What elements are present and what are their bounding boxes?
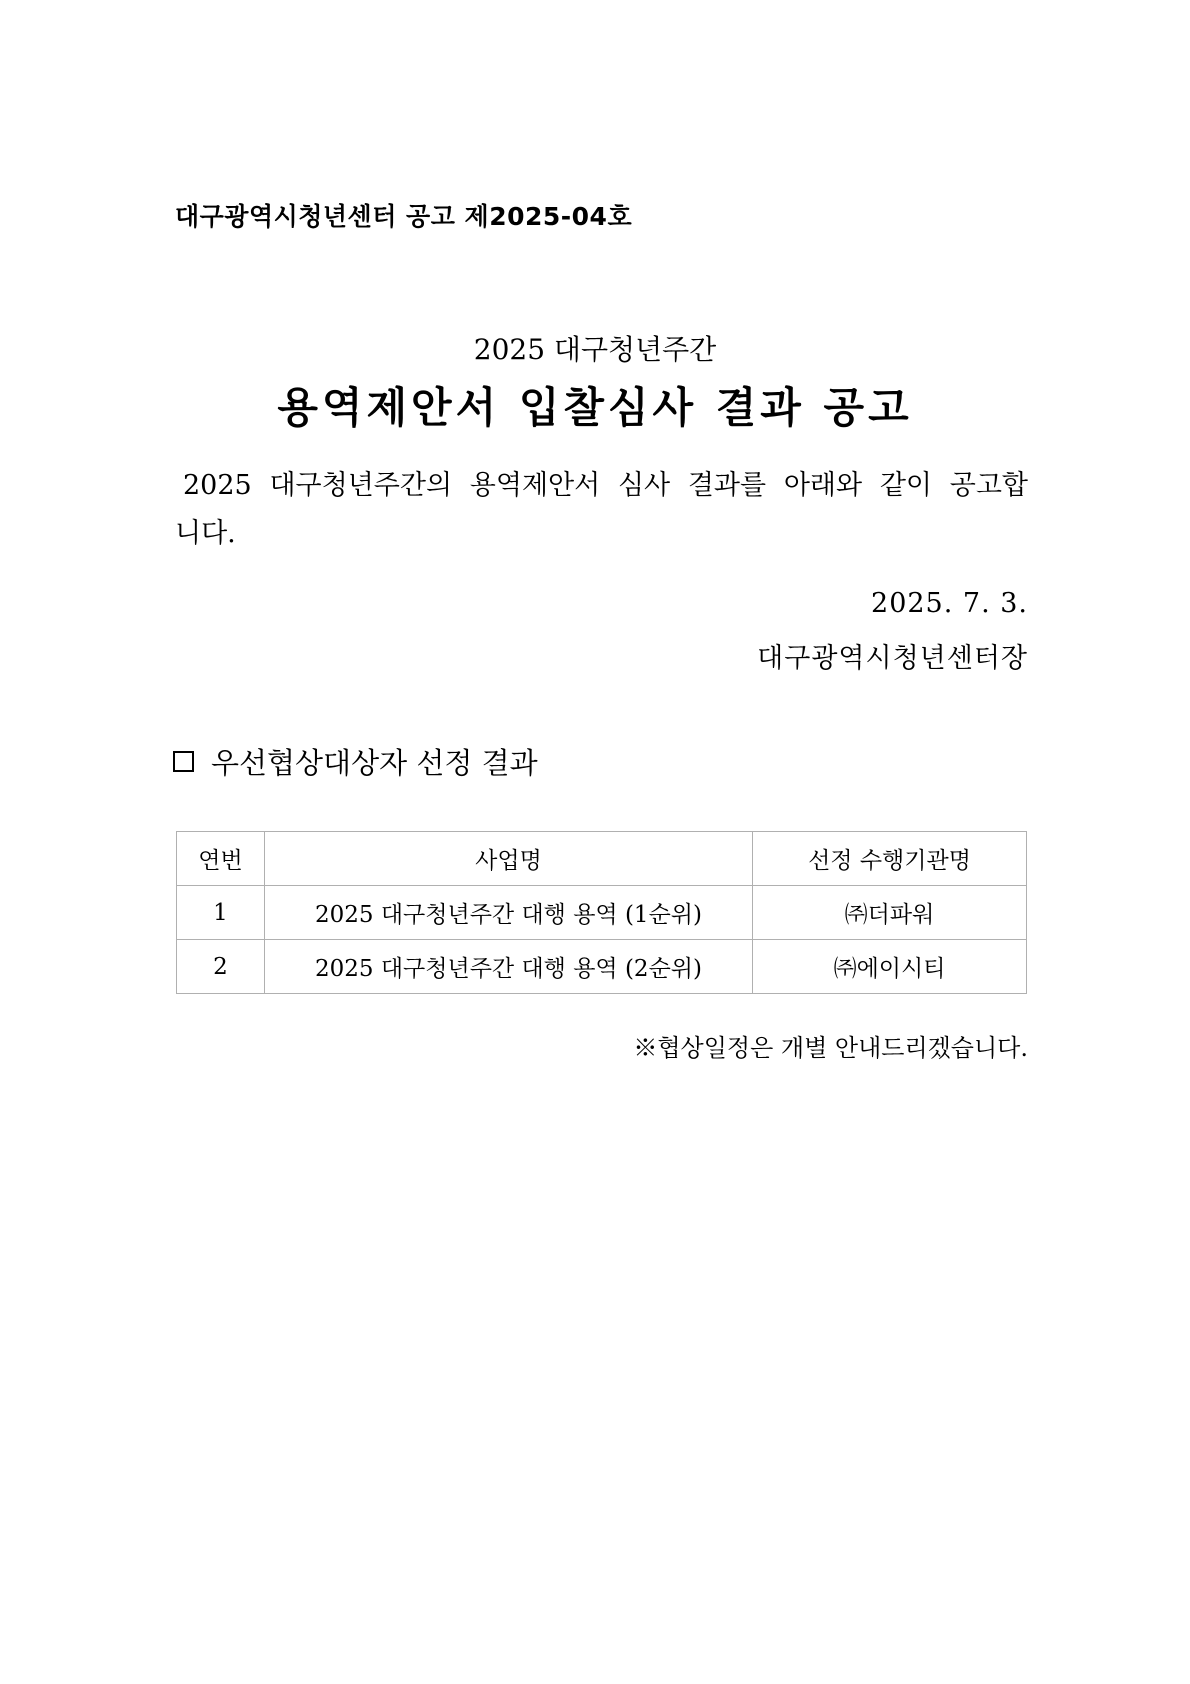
- row-number: 2: [177, 940, 265, 994]
- row-project-name: 2025 대구청년주간 대행 용역 (2순위): [265, 940, 753, 994]
- table-header-row: [177, 832, 1027, 886]
- row-agency-name: ㈜더파워: [753, 886, 1027, 940]
- section-heading-text: 우선협상대상자 선정 결과: [211, 746, 538, 780]
- document-subtitle: 2025 대구청년주간: [473, 333, 717, 366]
- column-header-agency: 선정 수행기관명: [753, 832, 1027, 886]
- table-row: [177, 886, 1027, 940]
- announcement-body: 2025 대구청년주간의 용역제안서 심사 결과를 아래와 같이 공고합니다.: [175, 470, 1028, 549]
- row-project-name: 2025 대구청년주간 대행 용역 (1순위): [265, 886, 753, 940]
- announcement-date: 2025. 7. 3.: [871, 588, 1028, 619]
- column-header-number: 연번: [177, 832, 265, 886]
- column-header-project: 사업명: [265, 832, 753, 886]
- document-title: 용역제안서 입찰심사 결과 공고: [277, 383, 913, 432]
- issuer-name: 대구광역시청년센터장: [757, 643, 1028, 674]
- notice-number: 대구광역시청년센터 공고 제2025-04호: [175, 202, 633, 231]
- row-agency-name: ㈜에이시티: [753, 940, 1027, 994]
- row-number: 1: [177, 886, 265, 940]
- table-row: [177, 940, 1027, 994]
- results-table: [176, 831, 1027, 994]
- checkbox-icon: [173, 751, 194, 772]
- footnote: ※협상일정은 개별 안내드리겠습니다.: [633, 1034, 1028, 1062]
- section-heading: [173, 741, 538, 782]
